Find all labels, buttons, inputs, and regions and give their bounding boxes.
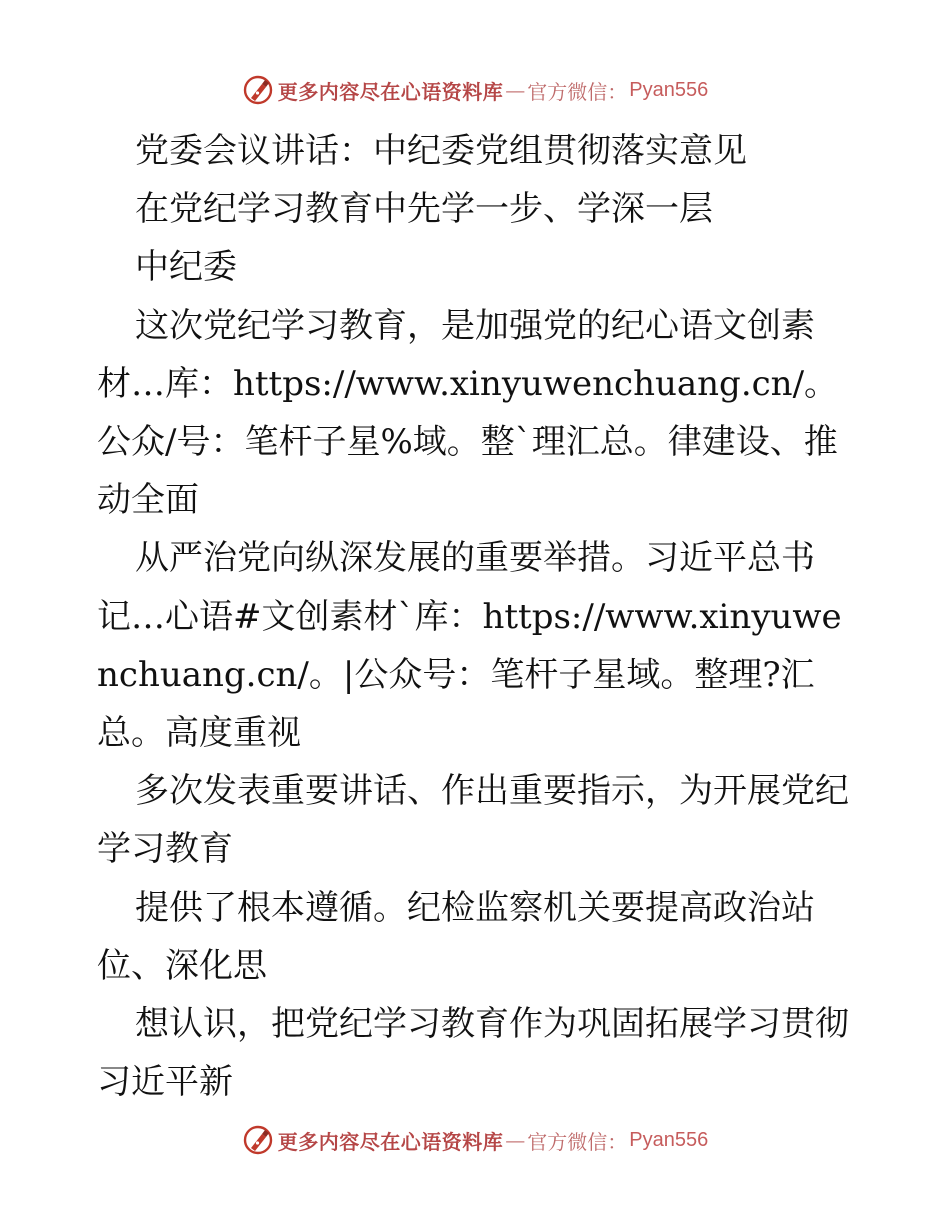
header-banner [0, 70, 950, 110]
paragraph-subtitle: 在党纪学习教育中先学一步、学深一层 [135, 189, 713, 230]
paragraph-body: 多次发表重要讲话、作出重要指示，为开展党纪学习教育 [97, 771, 849, 870]
banner-dash: — [505, 1128, 526, 1152]
pen-nib-logo-icon [242, 74, 274, 106]
banner-wechat-id: Pyan556 [629, 1128, 709, 1151]
paragraph-body: 这次党纪学习教育，是加强党的纪心语文创素材…库：https://www.xinyuwenchuang.cn/。公众/号：笔杆子星%域。整`理汇总。律建设、推动全面 [97, 305, 839, 521]
footer-banner [0, 1120, 950, 1160]
paragraph-author: 中纪委 [135, 247, 237, 288]
paragraph-body: 从严治党向纵深发展的重要举措。习近平总书记…心语#文创素材`库：https://www.xinyuwenchuang.cn/。|公众号：笔杆子星域。整理?汇总。高度重视 [97, 538, 842, 754]
banner-dash: — [505, 78, 526, 102]
paragraph-title: 党委会议讲话：中纪委党组贯彻落实意见 [135, 131, 747, 171]
banner-main-text: 更多内容尽在心语资料库 [277, 79, 504, 104]
banner-main-text: 更多内容尽在心语资料库 [277, 1129, 504, 1154]
banner-wechat-id: Pyan556 [629, 78, 709, 101]
paragraph-body: 提供了根本遵循。纪检监察机关要提高政治站位、深化思 [97, 887, 815, 986]
banner-official-label: 官方微信： [527, 1129, 628, 1154]
pen-nib-logo-icon [242, 1124, 274, 1156]
banner-official-label: 官方微信： [527, 79, 628, 104]
document-body [97, 122, 857, 1111]
paragraph-body: 想认识，把党纪学习教育作为巩固拓展学习贯彻习近平新 [97, 1004, 849, 1103]
